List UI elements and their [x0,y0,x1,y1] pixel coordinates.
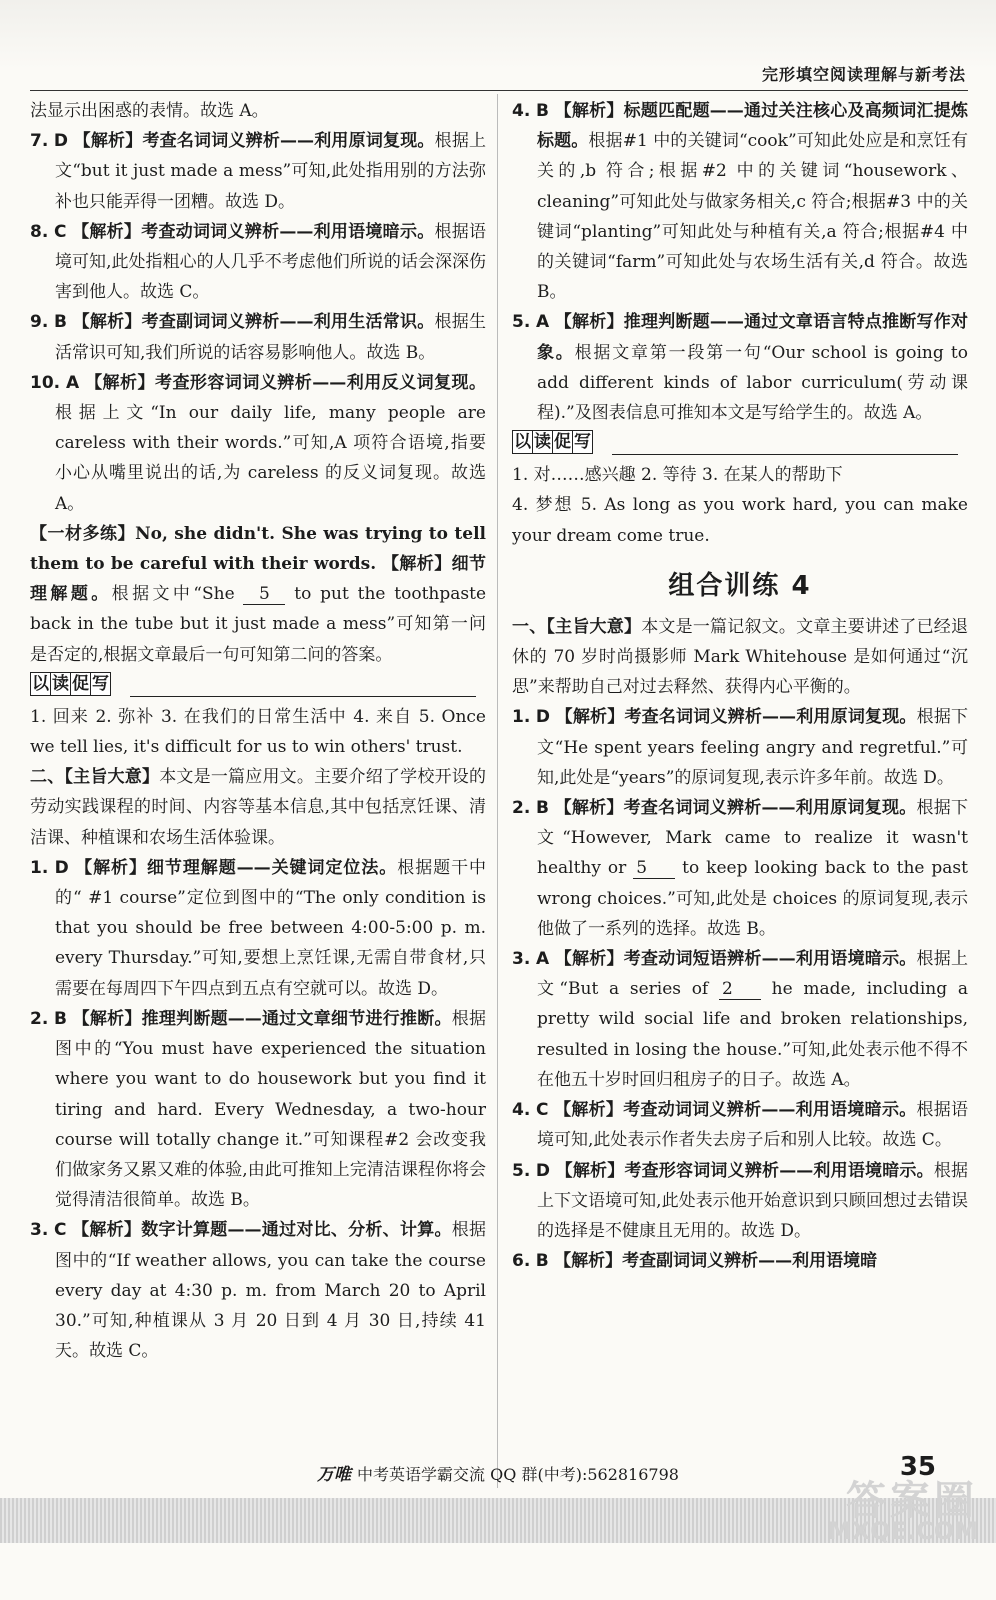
part1-main-idea: 一、【主旨大意】本文是一篇记叙文。文章主要讲述了已经退休的 70 岁时尚摄影师 Mark Whitehouse 是如何通过“沉思”来帮助自己对过去释然、获得内心平衡的。 [512,616,969,698]
answer-g4-4: 4. C 【解析】考查动词词义辨析——利用语境暗示。根据语境可知,此处表示作者失去房子后和别人比较。故选 C。 [512,1100,969,1151]
header-rule [30,90,968,91]
answer-p2-1: 1. D 【解析】细节理解题——关键词定位法。根据题干中的“ #1 course”定位到图中的“The only condition is that you should be free between 4:00-5:00 p. m. every Thursday.”可知,要想上烹饪课,无需自带食材,只需要在每周四下午四点到五点有空就可以。故选 D。 [30,857,487,999]
answer-p2-5: 5. A 【解析】推理判断题——通过文章语言特点推断写作对象。根据文章第一段第一句“Our school is going to add different kinds of labor curriculum(劳动课程).”及图表信息可推知本文是写给学生的。故选 A。 [512,312,969,424]
footer-text: 中考英语学霸交流 QQ 群(中考):562816798 [357,1465,679,1484]
answer-g4-6: 6. B 【解析】考查副词词义辨析——利用语境暗 [512,1251,878,1272]
column-divider [497,94,498,1488]
left-column [30,96,486,1366]
page-number: 35 [899,1452,936,1482]
top-band [0,0,996,70]
right-column [512,96,968,1276]
answer-g4-3: 3. A 【解析】考查动词短语辨析——利用语境暗示。根据上文“But a series of 2 he made, including a pretty wild social life and broken relationships, resulted in losing the house.”可知,此处表示他不得不在他五十岁时回归租房子的日子。故选 A。 [512,949,969,1090]
yidu-cuxie-answers-line2: 4. 梦想 5. As long as you work hard, you can make your dream come true. [512,495,968,546]
answer-g4-2: 2. B 【解析】考查名词词义辨析——利用原词复现。根据下文“However, Mark came to realize it wasn't healthy or 5 to keep looking back to the past wrong choices.”可知,此处是 choices 的原词复现,表示他做了一系列的选择。故选 B。 [512,798,969,939]
answer-10: 10. A 【解析】考查形容词词义辨析——利用反义词复现。根据上文“In our daily life, many people are careless with their words.”可知,A 项符合语境,指要小心从嘴里说出的话,为 careless 的反义词复现。故选 A。 [30,372,487,514]
answer-7: 7. D 【解析】考查名词词义辨析——利用原词复现。根据上文“but it just made a mess”可知,此处指用别的方法弥补也只能弄得一团糟。故选 D。 [30,131,487,212]
running-header: 完形填空阅读理解与新考法 [761,65,966,84]
answer-g4-5: 5. D 【解析】考查形容词词义辨析——利用语境暗示。根据上下文语境可知,此处表示他开始意识到只顾回想过去错误的选择是不健康且无用的。故选 D。 [512,1160,969,1241]
answer-p2-2: 2. B 【解析】推理判断题——通过文章细节进行推断。根据图中的“You must have experienced the situation where you want to do housework but you find it tiring and hard. Every Wednesday, a two-hour course will totally change it.”可知课程#2 会改变我们做家务又累又难的体验,由此可推知上完清洁课程你将会觉得清洁很简单。故选 B。 [30,1008,487,1211]
brand-logo: 万唯 [317,1465,352,1485]
answer-blank: 5 [633,858,675,879]
section-title: 组合训练 4 [668,570,812,601]
answer-9: 9. B 【解析】考查副词词义辨析——利用生活常识。根据生活常识可知,我们所说的话容易影响他人。故选 B。 [30,312,487,363]
watermark: 答案圈 MXQE.COM [827,1478,978,1545]
yidu-cuxie-heading: 以 读 促 写 [30,672,486,700]
continuation-text: 法显示出困惑的表情。故选 A。 [30,101,269,121]
answer-blank: 5 [243,584,285,605]
bottom-band-lower [0,1543,996,1600]
yidu-cuxie-answers: 1. 回来 2. 弥补 3. 在我们的日常生活中 4. 来自 5. Once we tell lies, it's difficult for us to win others' trust. [30,706,486,758]
answer-8: 8. C 【解析】考查动词词义辨析——利用语境暗示。根据语境可知,此处指粗心的人几乎不考虑他们所说的话会深深伤害到他人。故选 C。 [30,221,487,303]
yicai-duolian: 【一材多练】No, she didn't. She was trying to tell them to be careful with their words. 【解析】细节理解题。根据文中“She 5 to put the toothpaste back in the tube but it just made a mess”可知第一问是否定的,根据文章最后一句可知第二问的答案。 [30,523,487,665]
answer-blank: 2 [719,979,761,1000]
answer-g4-1: 1. D 【解析】考查名词词义辨析——利用原词复现。根据下文“He spent years feeling angry and regretful.”可知,此处是“years”的原词复现,表示许多年前。故选 D。 [512,707,969,788]
answer-p2-3: 3. C 【解析】数字计算题——通过对比、分析、计算。根据图中的“If weather allows, you can take the course every day at 4:30 p. m. from March 20 to April 30.”可知,种植课从 3 月 20 日到 4 月 30 日,持续 41 天。故选 C。 [30,1220,487,1362]
yidu-cuxie-heading-2: 以 读 促 写 [512,430,968,458]
answer-p2-4: 4. B 【解析】标题匹配题——通过关注核心及高频词汇提炼标题。根据#1 中的关键词“cook”可知此处应是和烹饪有关的,b 符合;根据#2 中的关键词“housework、cleaning”可知此处与做家务相关,c 符合;根据#3 中的关键词“planting”可知此处与种植有关,a 符合;根据#4 中的关键词“farm”可知此处与农场生活有关,d 符合。故选 B。 [512,101,969,303]
part2-main-idea: 二、【主旨大意】本文是一篇应用文。主要介绍了学校开设的劳动实践课程的时间、内容等基本信息,其中包括烹饪课、清洁课、种植课和农场生活体验课。 [30,767,487,848]
yidu-cuxie-answers-line1: 1. 对……感兴趣 2. 等待 3. 在某人的帮助下 [512,465,843,486]
